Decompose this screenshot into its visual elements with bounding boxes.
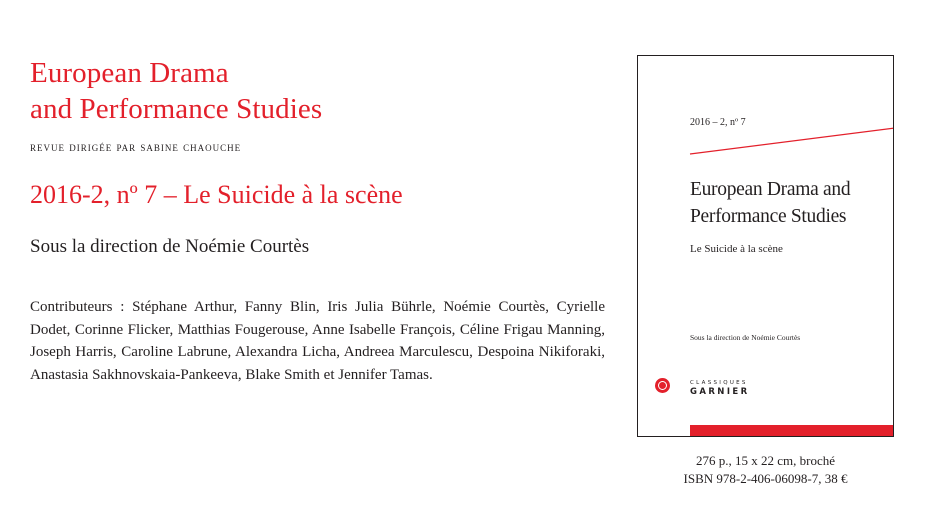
- issue-direction: Sous la direction de Noémie Courtès: [30, 236, 310, 257]
- cover-subtitle: Le Suicide à la scène: [690, 243, 783, 255]
- classiques-garnier-logo-icon: [655, 378, 670, 393]
- cover-title: [690, 176, 850, 230]
- editor-line: revue dirigée par sabine chaouche: [30, 139, 242, 154]
- cover-red-line: [638, 56, 894, 156]
- cover-issue: 2016 – 2, nº 7: [690, 117, 746, 128]
- contributors-paragraph: Contributeurs : Stéphane Arthur, Fanny Blin, Iris Julia Bührle, Noémie Courtès, Cyrielle Dodet, Corinne Flicker, Matthias Fougerouse, Anne Isabelle François, Céline Frigau Manning, Joseph Harris, Caroline Labrune, Alexandra Licha, Andreea Marculescu, Despoina Nikiforaki, Anastasia Sakhnovskaia-Pankeeva, Blake Smith et Jennifer Tamas.: [30, 299, 605, 383]
- cover-title-line1: European Drama and: [690, 179, 851, 200]
- book-info: [637, 452, 894, 488]
- journal-title-line2: and Performance Studies: [30, 93, 323, 125]
- journal-title-line1: European Drama: [30, 57, 229, 89]
- issue-title: 2016-2, nº 7 – Le Suicide à la scène: [30, 180, 403, 209]
- cover-title-line2: Performance Studies: [690, 206, 847, 227]
- book-cover: [637, 55, 894, 437]
- book-format: 276 p., 15 x 22 cm, broché: [695, 453, 835, 468]
- publisher-small: CLASSIQUES: [690, 380, 748, 386]
- publisher-name: [690, 380, 750, 397]
- journal-title: [30, 55, 322, 127]
- cover-red-bar: [690, 425, 894, 437]
- cover-direction: Sous la direction de Noémie Courtès: [690, 333, 801, 342]
- publisher-big: GARNIER: [690, 387, 750, 397]
- book-isbn-price: ISBN 978-2-406-06098-7, 38 €: [683, 471, 848, 486]
